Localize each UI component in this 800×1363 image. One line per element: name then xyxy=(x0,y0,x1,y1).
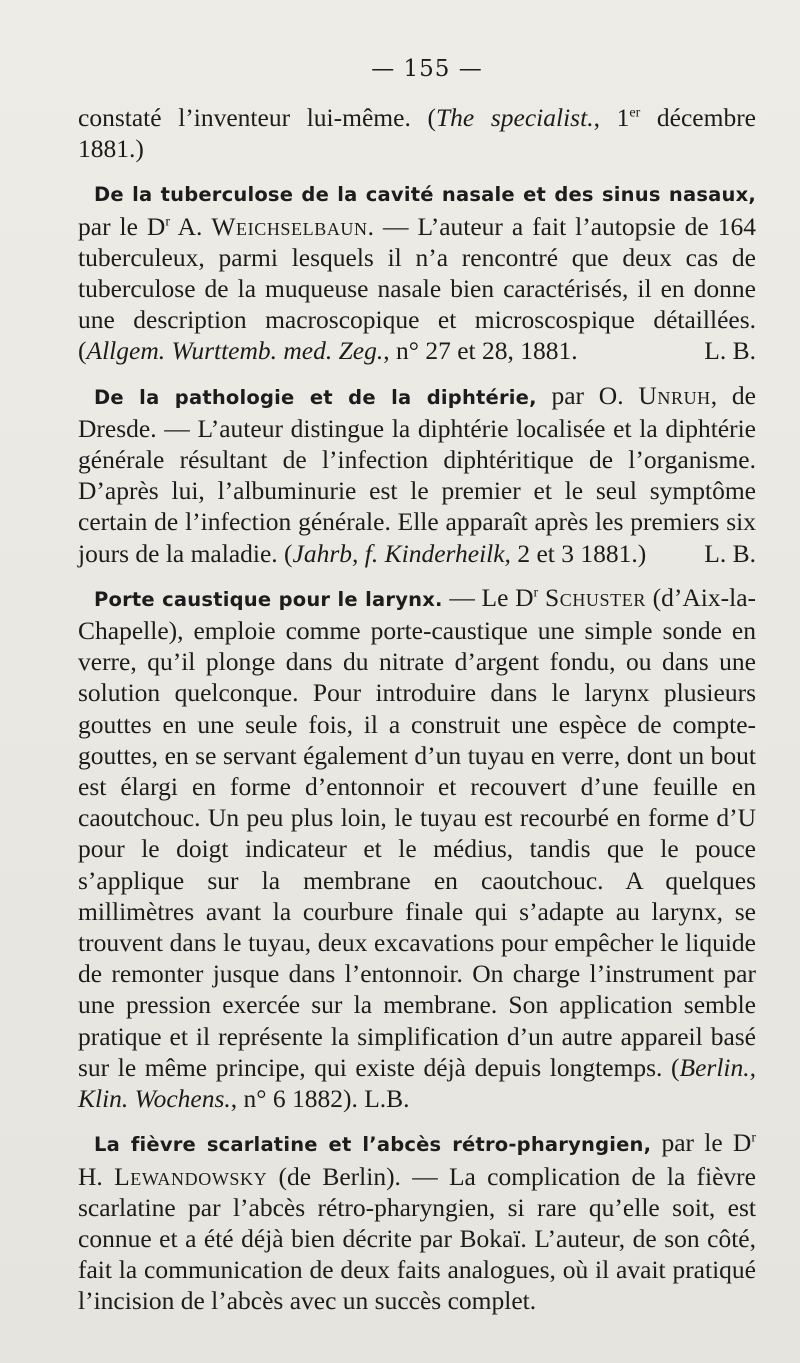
article-body: . — L’auteur a fait l’autopsie de 164 tuberculeux, parmi lesquels il n’a rencontré que deux cas de tuberculose de la muqueuse nasale bien caractérisés, il en donne une description macroscopique et microscospique détaillées. ( xyxy=(78,211,756,366)
article-author-sup: r xyxy=(751,1130,756,1146)
article-tail: 2 et 3 1881.) xyxy=(510,538,647,568)
article-title: De la tuberculose de la cavité nasale et des sinus nasaux, xyxy=(94,183,756,207)
continuation-paragraph xyxy=(78,102,756,164)
article-fievre-scarlatine xyxy=(78,1127,756,1316)
article-author-prefix: par le D xyxy=(78,211,166,241)
article-author-initial: A. xyxy=(170,211,212,241)
article-porte-caustique xyxy=(78,582,756,1114)
article-title: Porte caustique pour le larynx. xyxy=(94,587,443,611)
article-author-suffix: (de Berlin). xyxy=(267,1161,401,1191)
article-author-name: Unruh xyxy=(638,380,711,410)
article-author-prefix: par O. xyxy=(536,380,639,410)
article-signature: L. B. xyxy=(704,336,756,366)
article-title: La fièvre scarlatine et l’abcès rétro-pharyngien, xyxy=(94,1133,652,1157)
article-signature: L. B. xyxy=(704,538,756,568)
article-author-name: Weichselbaun xyxy=(211,211,368,241)
article-author-initial: H. xyxy=(78,1161,115,1191)
article-tuberculose-nasale xyxy=(78,177,756,366)
article-source: Jahrb, f. Kinderheilk, xyxy=(292,538,511,568)
article-body: — L’auteur distingue la diphtérie localisée et la diphtérie générale résultant de l’infection diphtéritique de l’organisme. D’après lui, l’albuminurie est le premier et le seul symptôme certain de l’infection générale. Elle apparaît après les premiers six jours de la maladie. ( xyxy=(78,413,756,568)
article-body: emploie comme porte-caustique une simple sonde en verre, qu’il plonge dans du nitrate d’argent fondu, ou dans une solution quelconque. Pour introduire dans le larynx plusieurs gouttes en une seule fois, il a construit une espèce de compte-gouttes, en se servant également d’un tuyau en verre, dont un bout est élargi en forme d’entonnoir et recouvert d’une feuille en caoutchouc. Un peu plus loin, le tuyau est recourbé en forme d’U pour le doigt indicateur et le médius, tandis que le pouce s’applique sur la membrane en caoutchouc. A quelques millimètres avant la courbure finale qui s’adapte au larynx, se trouvent dans le tuyau, deux excavations pour empêcher le liquide de remonter jusque dans l’entonnoir. On charge l’instrument par une pression exercée sur la membrane. Son application semble pratique et il représente la simplification d’un autre appareil basé sur le même principe, qui existe déjà depuis longtemps. ( xyxy=(78,616,756,1082)
article-author-prefix: par le D xyxy=(651,1128,752,1158)
article-tail: , n° 6 1882). xyxy=(230,1084,358,1114)
article-author-sup: r xyxy=(165,214,171,230)
article-source: Berlin., Klin. Wochens. xyxy=(78,1052,756,1114)
article-body: — La complication de la fièvre scarlatine par l’abcès rétro-pharyngien, si rare qu’elle soit, est connue et a été déjà bien décrite par Bokaï. L’auteur, de son côté, fait la communication de deux faits analogues, où il avait pratiqué l’incision de l’abcès avec un succès complet. xyxy=(78,1161,756,1316)
continuation-text: constaté l’inventeur lui-même. ( xyxy=(78,103,436,132)
article-author-prefix: — Le D xyxy=(442,582,534,612)
continuation-tail: décembre 1881.) xyxy=(78,103,756,164)
article-title: De la pathologie et de la diphtérie, xyxy=(94,385,537,409)
article-author-name: Schuster xyxy=(544,582,646,612)
article-author-sup: r xyxy=(533,585,539,601)
article-author-suffix: (d’Aix-la-Chapelle), xyxy=(78,582,757,646)
article-author-name: Lewandowsky xyxy=(114,1161,268,1191)
article-signature: L.B. xyxy=(364,1084,410,1114)
article-tail: , n° 27 et 28, 1881. xyxy=(383,336,578,366)
article-diphterie xyxy=(78,380,756,569)
continuation-source: The specialist. xyxy=(435,103,594,132)
article-source: Allgem. Wurttemb. med. Zeg. xyxy=(86,336,384,366)
page-number: — 155 — xyxy=(371,56,483,82)
continuation-sup: er xyxy=(629,105,641,121)
article-author-suffix: , de Dresde. xyxy=(78,380,756,443)
continuation-after-source: , 1 xyxy=(593,103,630,132)
